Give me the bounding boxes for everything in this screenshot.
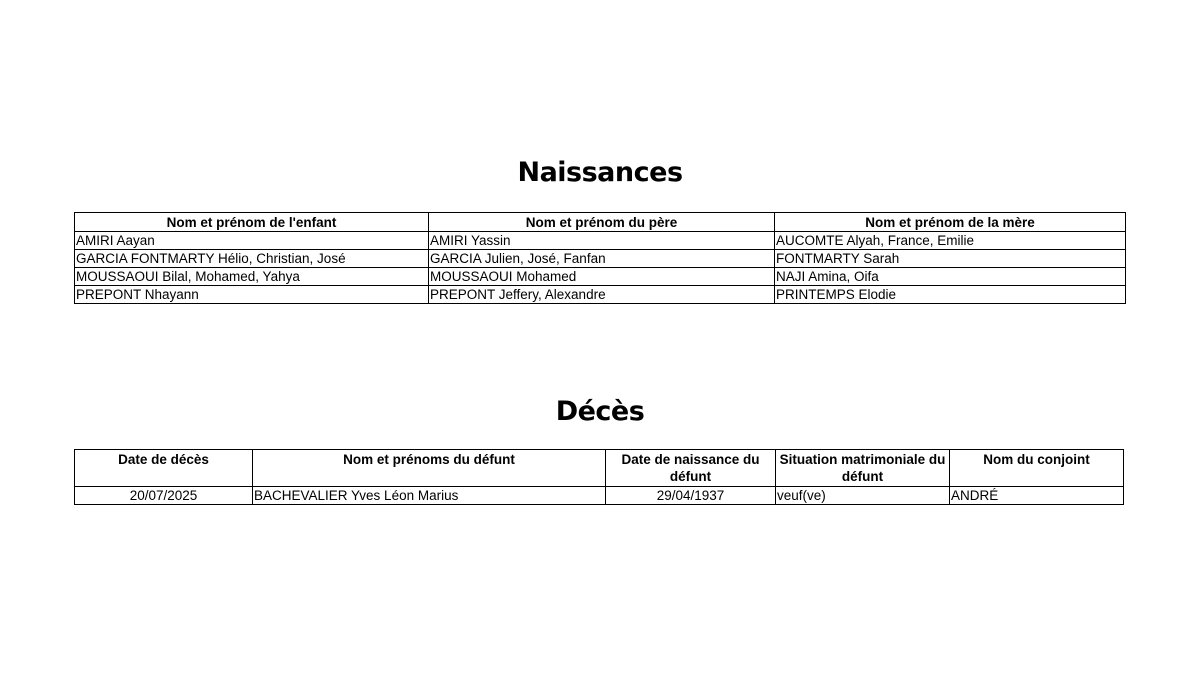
father-name-cell: GARCIA Julien, José, Fanfan xyxy=(429,250,775,268)
child-name-cell: GARCIA FONTMARTY Hélio, Christian, José xyxy=(75,250,429,268)
births-table xyxy=(74,212,1126,304)
father-name-cell: MOUSSAOUI Mohamed xyxy=(429,268,775,286)
father-name-cell: AMIRI Yassin xyxy=(429,232,775,250)
header-birth-date: Date de naissance du défunt xyxy=(606,450,776,487)
child-name-cell: AMIRI Aayan xyxy=(75,232,429,250)
mother-name-cell: FONTMARTY Sarah xyxy=(775,250,1126,268)
deceased-name-cell: BACHEVALIER Yves Léon Marius xyxy=(253,487,606,505)
header-deceased-name: Nom et prénoms du défunt xyxy=(253,450,606,487)
table-row xyxy=(75,487,1124,505)
spouse-name-cell: ANDRÉ xyxy=(950,487,1124,505)
mother-name-cell: NAJI Amina, Oifa xyxy=(775,268,1126,286)
header-child-name: Nom et prénom de l'enfant xyxy=(75,213,429,232)
mother-name-cell: PRINTEMPS Elodie xyxy=(775,286,1126,304)
mother-name-cell: AUCOMTE Alyah, France, Emilie xyxy=(775,232,1126,250)
birth-date-cell: 29/04/1937 xyxy=(606,487,776,505)
header-spouse-name: Nom du conjoint xyxy=(950,450,1124,487)
marital-status-cell: veuf(ve) xyxy=(776,487,950,505)
table-row xyxy=(75,250,1126,268)
table-row xyxy=(75,268,1126,286)
deaths-header-row xyxy=(75,450,1124,487)
child-name-cell: PREPONT Nhayann xyxy=(75,286,429,304)
deaths-section-title: Décès xyxy=(555,396,645,427)
header-marital-status: Situation matrimoniale du défunt xyxy=(776,450,950,487)
table-row xyxy=(75,232,1126,250)
child-name-cell: MOUSSAOUI Bilal, Mohamed, Yahya xyxy=(75,268,429,286)
births-header-row xyxy=(75,213,1126,232)
father-name-cell: PREPONT Jeffery, Alexandre xyxy=(429,286,775,304)
births-section-title: Naissances xyxy=(517,157,683,188)
header-father-name: Nom et prénom du père xyxy=(429,213,775,232)
header-mother-name: Nom et prénom de la mère xyxy=(775,213,1126,232)
table-row xyxy=(75,286,1126,304)
deaths-table xyxy=(74,449,1124,505)
header-death-date: Date de décès xyxy=(75,450,253,487)
death-date-cell: 20/07/2025 xyxy=(75,487,253,505)
